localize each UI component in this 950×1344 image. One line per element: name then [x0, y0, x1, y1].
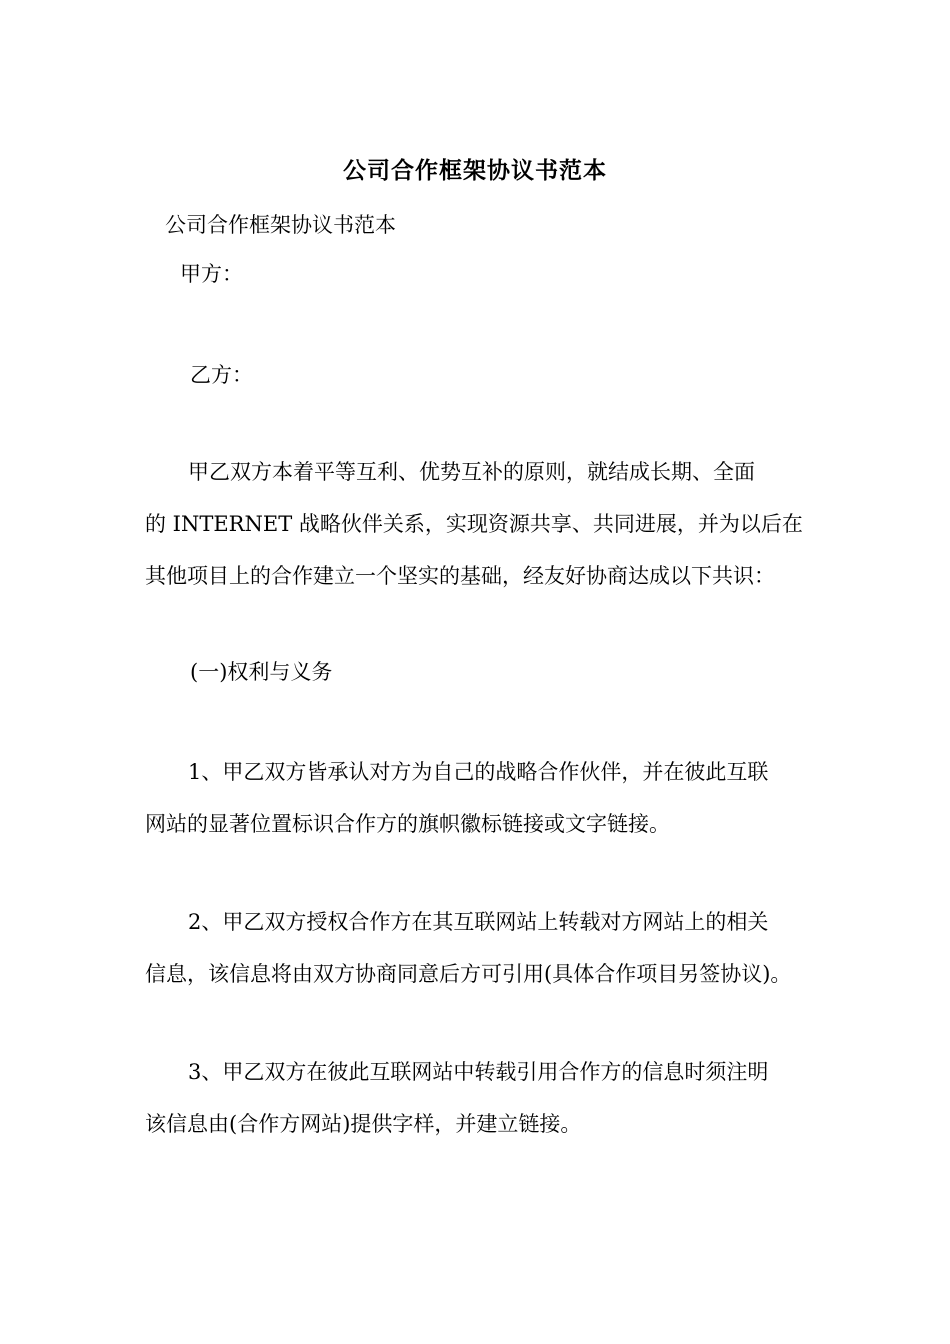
- clause-line: 网站的显著位置标识合作方的旗帜徽标链接或文字链接。: [145, 812, 670, 836]
- intro-line: 其他项目上的合作建立一个坚实的基础，经友好协商达成以下共识：: [145, 564, 775, 588]
- intro-paragraph: [145, 446, 805, 602]
- clause-2: [145, 896, 805, 1000]
- clause-line: 1、甲乙双方皆承认对方为自己的战略合作伙伴，并在彼此互联: [188, 760, 769, 784]
- clause-line: 3、甲乙双方在彼此互联网站中转载引用合作方的信息时须注明: [188, 1060, 769, 1084]
- party-a-label: 甲方：: [180, 262, 243, 286]
- intro-line: 甲乙双方本着平等互利、优势互补的原则，就结成长期、全面: [188, 460, 755, 484]
- clause-line: 该信息由(合作方网站)提供字样，并建立链接。: [145, 1112, 582, 1136]
- section-heading: (一)权利与义务: [190, 660, 333, 684]
- clause-1: [145, 746, 805, 850]
- clause-3: [145, 1046, 805, 1150]
- clause-line: 2、甲乙双方授权合作方在其互联网站上转载对方网站上的相关: [188, 910, 769, 934]
- intro-line: 的 INTERNET 战略伙伴关系，实现资源共享、共同进展，并为以后在: [145, 512, 803, 536]
- document-title: 公司合作框架协议书范本: [343, 157, 607, 184]
- document-subtitle: 公司合作框架协议书范本: [165, 213, 396, 237]
- party-b-label: 乙方：: [190, 363, 253, 387]
- clause-line: 信息，该信息将由双方协商同意后方可引用(具体合作项目另签协议)。: [145, 962, 792, 986]
